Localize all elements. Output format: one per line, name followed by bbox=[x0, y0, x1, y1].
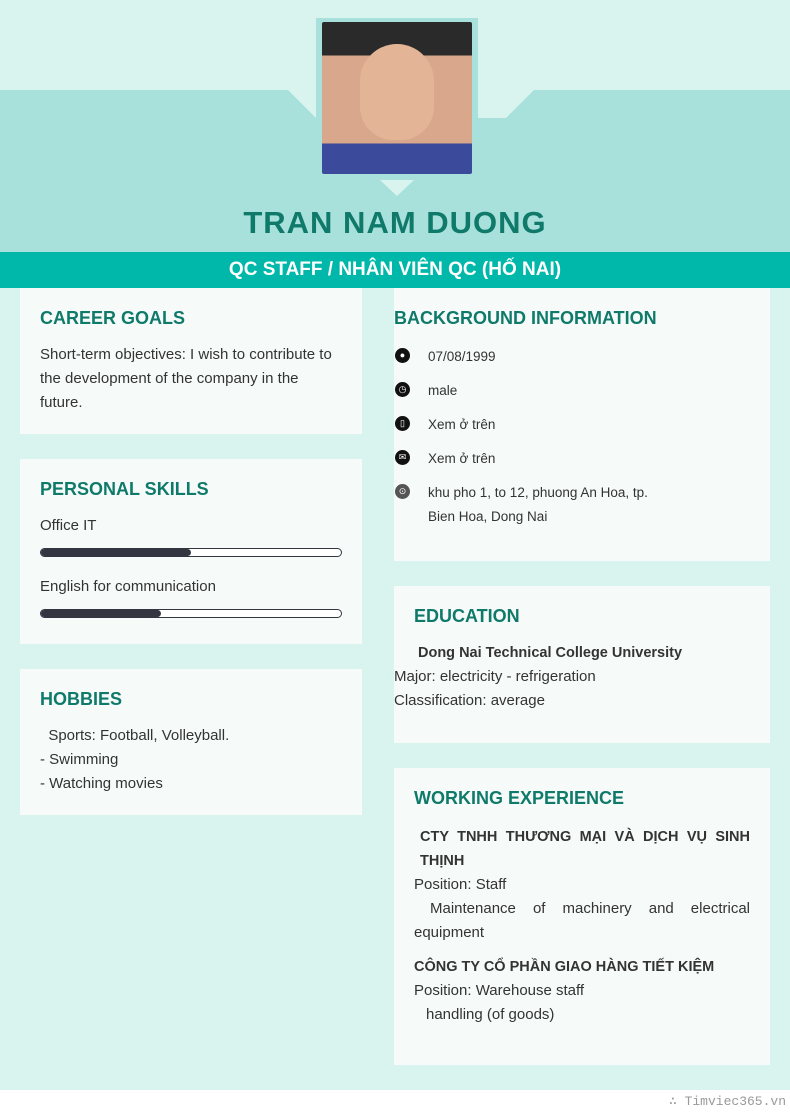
skill-bar-fill bbox=[41, 549, 191, 556]
email-icon: ✉ bbox=[395, 450, 410, 465]
hobby-line: Sports: Football, Volleyball. bbox=[40, 727, 230, 744]
location-icon: ⊙ bbox=[395, 484, 410, 499]
section-title: BACKGROUND INFORMATION bbox=[394, 308, 657, 328]
candidate-name: TRAN NAM DUONG bbox=[243, 205, 547, 240]
avatar-photo bbox=[322, 22, 472, 174]
user-icon: ● bbox=[395, 348, 410, 363]
experience-card bbox=[394, 768, 770, 1065]
job-description: handling (of goods) bbox=[426, 1006, 555, 1023]
education-card bbox=[394, 586, 770, 743]
hobby-line: - Swimming bbox=[40, 751, 119, 768]
background-card bbox=[394, 288, 770, 561]
email-text: Xem ở trên bbox=[428, 451, 496, 466]
info-email bbox=[394, 447, 770, 471]
hobbies-card bbox=[20, 669, 362, 815]
classification: Classification: average bbox=[394, 692, 545, 709]
career-text: Short-term objectives: I wish to contribute to the development of the company in the future. bbox=[40, 346, 332, 411]
phone-icon: ▯ bbox=[395, 416, 410, 431]
company-name: CTY TNHH THƯƠNG MẠI VÀ DỊCH VỤ SINH THỊNH bbox=[420, 829, 750, 869]
watermark: ∴ Timviec365.vn bbox=[668, 1094, 786, 1109]
info-gender bbox=[394, 379, 770, 403]
career-goals-card bbox=[20, 288, 362, 434]
clock-icon: ◷ bbox=[395, 382, 410, 397]
skill-bar-fill bbox=[41, 610, 161, 617]
job-position: Position: Staff bbox=[414, 876, 507, 893]
gender-text: male bbox=[428, 383, 458, 398]
info-dob bbox=[394, 345, 770, 369]
decor-triangle bbox=[478, 90, 534, 118]
school-name: Dong Nai Technical College University bbox=[418, 645, 683, 661]
dob-text: 07/08/1999 bbox=[428, 349, 496, 364]
address-text: khu pho 1, to 12, phuong An Hoa, tp. Bien Hoa, Dong Nai bbox=[428, 485, 648, 524]
major: Major: electricity - refrigeration bbox=[394, 668, 596, 685]
skill-bar bbox=[40, 609, 342, 618]
job-position: Position: Warehouse staff bbox=[414, 982, 585, 999]
section-title: EDUCATION bbox=[414, 606, 520, 626]
company-name: CÔNG TY CỔ PHẦN GIAO HÀNG TIẾT KIỆM bbox=[414, 959, 715, 975]
section-title: PERSONAL SKILLS bbox=[40, 479, 209, 499]
skill-bar bbox=[40, 548, 342, 557]
phone-text: Xem ở trên bbox=[428, 417, 496, 432]
info-address bbox=[394, 481, 770, 529]
job-description: Maintenance of machinery and electrical equipment bbox=[414, 900, 750, 941]
section-title: WORKING EXPERIENCE bbox=[414, 788, 625, 808]
hobby-line: - Watching movies bbox=[40, 775, 163, 792]
skill-label: Office IT bbox=[40, 517, 97, 534]
skill-label: English for communication bbox=[40, 578, 216, 595]
job-title: QC STAFF / NHÂN VIÊN QC (HỐ NAI) bbox=[0, 252, 790, 288]
decor-arrow bbox=[380, 180, 414, 196]
section-title: CAREER GOALS bbox=[40, 308, 186, 328]
skills-card bbox=[20, 459, 362, 644]
info-phone bbox=[394, 413, 770, 437]
section-title: HOBBIES bbox=[40, 689, 123, 709]
